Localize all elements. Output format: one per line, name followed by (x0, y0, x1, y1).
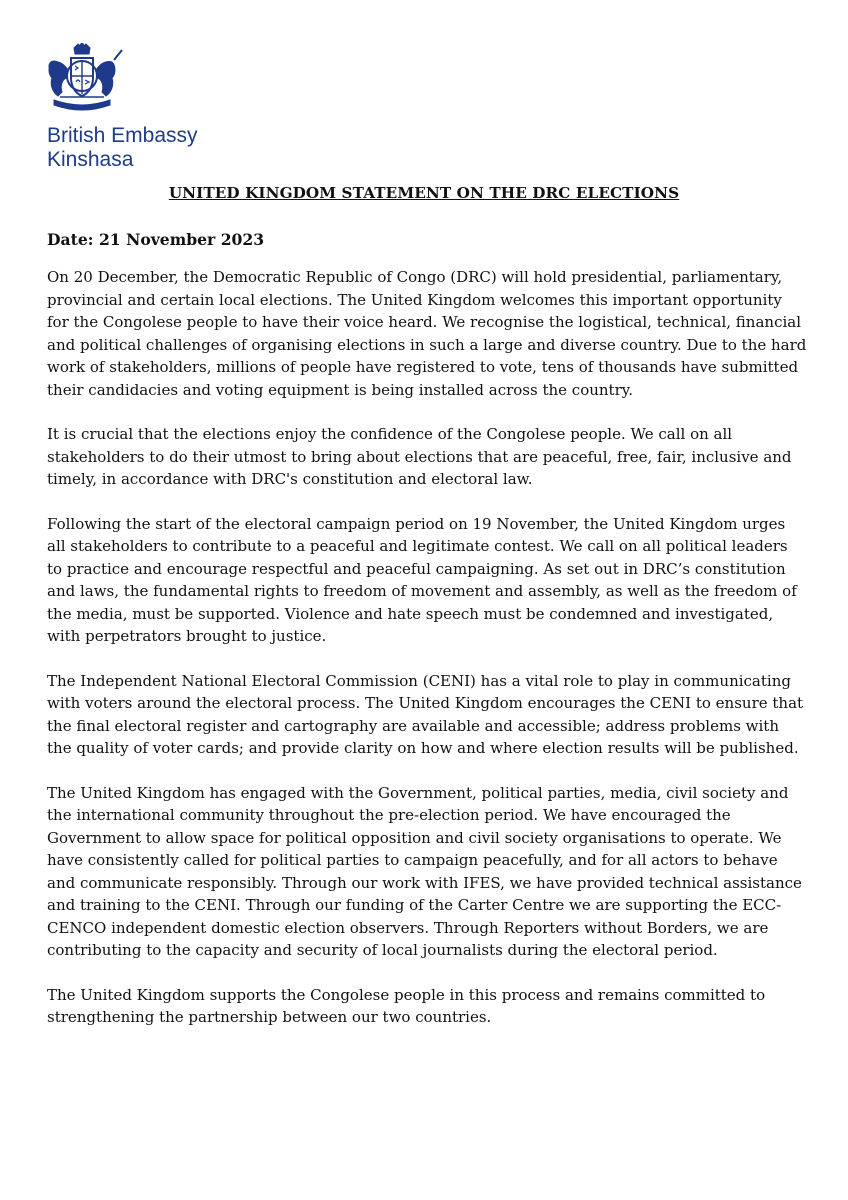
paragraph-2: It is crucial that the elections enjoy the confidence of the Congolese people. We call on all stakeholders to do their utmost to bring about elections that are peaceful, free, fair, inclusive and timely, in accordance with DRC's constitution and electoral law. (47, 425, 792, 488)
paragraph-6: The United Kingdom supports the Congolese people in this process and remains committed to strengthening the partnership between our two countries. (47, 985, 766, 1026)
embassy-name (47, 124, 198, 172)
paragraph-4: The Independent National Electoral Commission (CENI) has a vital role to play in communicating with voters around the electoral process. The United Kingdom encourages the CENI to ensure that the final electoral register and cartography are available and accessible; address problems with the quality of voter cards; and provide clarity on how and where election results will be published. (47, 671, 804, 757)
embassy-name-line2: Kinshasa (47, 148, 134, 171)
statement-title: UNITED KINGDOM STATEMENT ON THE DRC ELECTIONS (168, 184, 680, 202)
date-value: 21 November 2023 (98, 230, 265, 249)
statement-date (47, 230, 264, 249)
paragraph-3: Following the start of the electoral campaign period on 19 November, the United Kingdom urges all stakeholders to contribute to a peaceful and legitimate contest. We call on all political leaders to practice and encourage respectful and peaceful campaigning. As set out in DRC’s constitution and laws, the fundamental rights to freedom of movement and assembly, as well as the freedom of the media, must be supported. Violence and hate speech must be condemned and investigated, with perpetrators brought to justice. (47, 514, 797, 645)
embassy-name-line1: British Embassy (47, 124, 198, 147)
paragraph-5: The United Kingdom has engaged with the Government, political parties, media, civil society and the international community throughout the pre-election period. We have encouraged the Government to allow space for political opposition and civil society organisations to operate. We have consistently called for political parties to campaign peacefully, and for all actors to behave and communicate responsibly. Through our work with IFES, we have provided technical assistance and training to the CENI. Through our funding of the Carter Centre we are supporting the ECC-CENCO independent domestic election observers. Through Reporters without Borders, we are contributing to the capacity and security of local journalists during the electoral period. (47, 783, 802, 959)
statement-body (47, 266, 807, 1051)
royal-coat-of-arms-icon (40, 42, 124, 114)
paragraph-1: On 20 December, the Democratic Republic of Congo (DRC) will hold presidential, parliamentary, provincial and certain local elections. The United Kingdom welcomes this important opportunity for the Congolese people to have their voice heard. We recognise the logistical, technical, financial and political challenges of organising elections in such a large and diverse country. Due to the hard work of stakeholders, millions of people have registered to vote, tens of thousands have submitted their candidacies and voting equipment is being installed across the country. (47, 268, 807, 399)
date-label: Date: (47, 230, 94, 249)
